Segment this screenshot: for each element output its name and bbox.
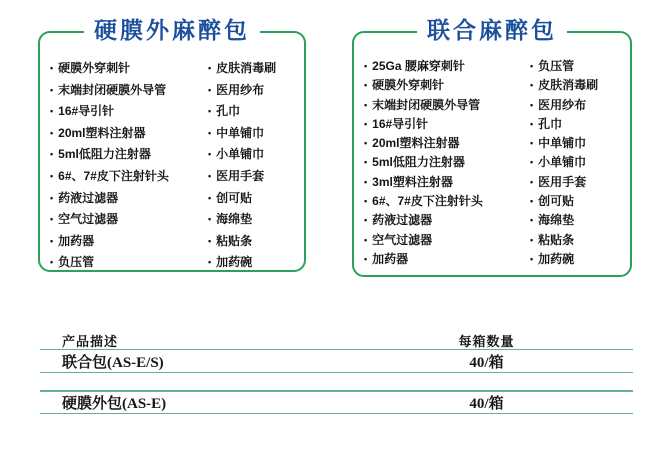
list-item: [50, 231, 208, 253]
bullet-icon: •: [208, 84, 212, 95]
list-item-label: 5ml低阻力注射器: [372, 155, 465, 170]
qty-cell: 40/箱: [469, 354, 504, 371]
combined-kit-title: 联合麻醉包: [417, 18, 567, 44]
list-item: [530, 231, 626, 250]
list-item: [208, 123, 300, 145]
kit-item-list: [364, 57, 530, 275]
list-item-label: 粘贴条: [216, 233, 253, 248]
list-item-label: 末端封闭硬膜外导管: [372, 97, 481, 112]
list-item-label: 海绵垫: [538, 213, 575, 228]
list-item: [364, 231, 530, 250]
list-item-label: 中单铺巾: [216, 125, 265, 140]
list-item-label: 5ml低阻力注射器: [58, 147, 151, 162]
list-item: [50, 209, 208, 231]
list-item-label: 空气过滤器: [58, 212, 119, 227]
bullet-icon: •: [208, 63, 212, 73]
list-item: [530, 173, 626, 192]
qty-cell: 40/箱: [469, 396, 504, 412]
combined-kit-box: [352, 18, 632, 277]
list-item-label: 孔巾: [538, 116, 563, 131]
list-item: [50, 144, 208, 166]
list-item: [364, 57, 530, 76]
list-item: [208, 58, 300, 80]
bullet-icon: •: [208, 149, 212, 160]
bullet-icon: •: [530, 196, 534, 207]
list-item-label: 20ml塑料注射器: [372, 136, 460, 151]
bullet-icon: •: [50, 170, 54, 181]
bullet-icon: •: [50, 84, 54, 95]
bullet-icon: •: [364, 118, 368, 129]
list-item: [530, 192, 626, 211]
list-item-label: 药液过滤器: [372, 213, 433, 228]
list-item-label: 小单铺巾: [216, 147, 265, 162]
table-row: [40, 392, 633, 414]
products-table: [40, 331, 633, 414]
bullet-icon: •: [364, 176, 368, 187]
list-item: [530, 211, 626, 230]
list-item: [208, 144, 300, 166]
list-item: [208, 252, 300, 274]
list-item: [50, 123, 208, 145]
list-item: [208, 231, 300, 253]
bullet-icon: •: [530, 80, 534, 91]
kit-item-list: [530, 57, 626, 275]
bullet-icon: •: [50, 235, 54, 246]
list-item-label: 创可贴: [216, 190, 253, 205]
list-item-label: 25Ga 腰麻穿刺针: [372, 59, 465, 73]
list-item-label: 3ml塑料注射器: [372, 174, 453, 189]
product-cell: 联合包(AS-E/S): [62, 354, 164, 371]
bullet-icon: •: [50, 257, 54, 268]
table-row: [40, 350, 633, 373]
bullet-icon: •: [530, 215, 534, 226]
bullet-icon: •: [50, 106, 54, 117]
bullet-icon: •: [208, 106, 212, 117]
list-item: [50, 188, 208, 210]
list-item: [50, 101, 208, 123]
list-item: [530, 96, 626, 115]
bullet-icon: •: [208, 192, 212, 203]
product-cell: 硬膜外包(AS-E): [62, 396, 167, 412]
list-item: [364, 134, 530, 153]
bullet-icon: •: [530, 99, 534, 110]
list-item-label: 创可贴: [538, 194, 575, 209]
bullet-icon: •: [208, 127, 212, 138]
list-item-label: 空气过滤器: [372, 232, 433, 247]
list-item: [208, 209, 300, 231]
list-item: [208, 188, 300, 210]
list-item-label: 医用手套: [216, 168, 265, 183]
bullet-icon: •: [364, 157, 368, 168]
list-item: [530, 134, 626, 153]
list-item: [364, 96, 530, 115]
list-item-label: 20ml塑料注射器: [58, 125, 146, 140]
list-item-label: 粘贴条: [538, 232, 575, 247]
bullet-icon: •: [364, 196, 368, 207]
list-item: [364, 192, 530, 211]
list-item-label: 孔巾: [216, 104, 241, 119]
epidural-kit-box: [38, 18, 306, 272]
list-item: [50, 166, 208, 188]
bullet-icon: •: [364, 234, 368, 245]
bullet-icon: •: [530, 176, 534, 187]
bullet-icon: •: [208, 214, 212, 225]
bullet-icon: •: [364, 138, 368, 149]
list-item-label: 加药器: [372, 251, 409, 266]
list-item-label: 小单铺巾: [538, 155, 587, 170]
bullet-icon: •: [530, 234, 534, 245]
list-item-label: 医用纱布: [216, 82, 265, 97]
list-item-label: 加药碗: [216, 255, 253, 270]
bullet-icon: •: [208, 257, 212, 268]
bullet-icon: •: [50, 192, 54, 203]
list-item: [364, 211, 530, 230]
list-item-label: 中单铺巾: [538, 136, 587, 151]
bullet-icon: •: [208, 170, 212, 181]
table-header-product: 产品描述: [62, 333, 119, 349]
list-item-label: 16#导引针: [372, 116, 429, 131]
list-item-label: 6#、7#皮下注射针头: [58, 168, 169, 183]
list-item: [364, 153, 530, 172]
bullet-icon: •: [364, 99, 368, 110]
bullet-icon: •: [50, 214, 54, 225]
list-item: [530, 76, 626, 95]
bullet-icon: •: [530, 157, 534, 168]
list-item-label: 16#导引针: [58, 104, 115, 119]
bullet-icon: •: [364, 253, 368, 264]
list-item-label: 加药碗: [538, 251, 575, 266]
combined-kit-columns: [354, 33, 630, 275]
list-item: [208, 166, 300, 188]
list-item-label: 皮肤消毒刷: [216, 61, 277, 75]
list-item: [530, 153, 626, 172]
list-item: [530, 250, 626, 269]
bullet-icon: •: [530, 118, 534, 129]
list-item-label: 医用纱布: [538, 97, 587, 112]
list-item-label: 药液过滤器: [58, 190, 119, 205]
list-item-label: 医用手套: [538, 174, 587, 189]
kit-item-list: [50, 58, 208, 270]
epidural-kit-title: 硬膜外麻醉包: [84, 18, 260, 44]
list-item-label: 6#、7#皮下注射针头: [372, 194, 483, 209]
list-item-label: 末端封闭硬膜外导管: [58, 82, 167, 97]
list-item-label: 负压管: [58, 255, 95, 270]
list-item-label: 硬膜外穿刺针: [372, 78, 445, 93]
bullet-icon: •: [530, 253, 534, 264]
epidural-kit-columns: [40, 33, 304, 270]
list-item: [50, 58, 208, 80]
list-item-label: 负压管: [538, 59, 575, 73]
bullet-icon: •: [530, 61, 534, 71]
bullet-icon: •: [50, 127, 54, 138]
list-item: [364, 250, 530, 269]
kit-item-list: [208, 58, 300, 270]
list-item: [364, 173, 530, 192]
bullet-icon: •: [208, 235, 212, 246]
bullet-icon: •: [364, 80, 368, 91]
list-item: [50, 80, 208, 102]
bullet-icon: •: [50, 149, 54, 160]
list-item-label: 硬膜外穿刺针: [58, 61, 131, 75]
list-item: [50, 252, 208, 274]
bullet-icon: •: [364, 61, 368, 71]
bullet-icon: •: [50, 63, 54, 73]
table-header-qty: 每箱数量: [458, 333, 515, 349]
list-item: [208, 80, 300, 102]
list-item: [530, 115, 626, 134]
list-item: [208, 101, 300, 123]
list-item-label: 加药器: [58, 233, 95, 248]
table-spacer-row: [40, 373, 633, 392]
list-item: [364, 115, 530, 134]
list-item: [530, 57, 626, 76]
list-item-label: 皮肤消毒刷: [538, 78, 599, 93]
table-header-row: [40, 331, 633, 350]
list-item: [364, 76, 530, 95]
bullet-icon: •: [530, 138, 534, 149]
list-item-label: 海绵垫: [216, 212, 253, 227]
bullet-icon: •: [364, 215, 368, 226]
